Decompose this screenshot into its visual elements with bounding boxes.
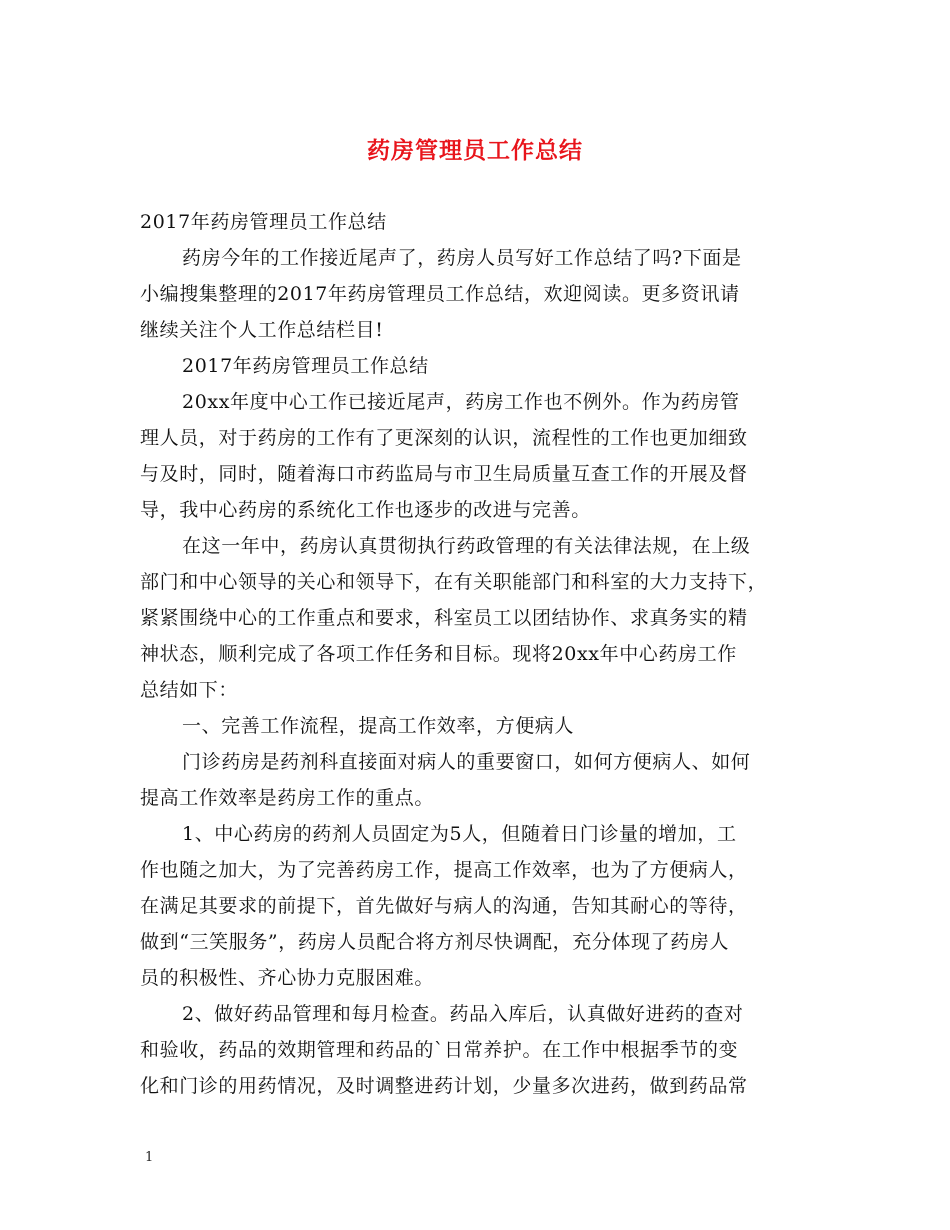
body-line: 继续关注个人工作总结栏目!: [140, 319, 384, 341]
body-line: 2017年药房管理员工作总结: [182, 355, 429, 377]
body-line: 提高工作效率是药房工作的重点。: [140, 787, 435, 809]
body-line: 2017年药房管理员工作总结: [140, 211, 387, 233]
body-line: 药房今年的工作接近尾声了，药房人员写好工作总结了吗?下面是: [182, 247, 742, 269]
body-line: 2、做好药品管理和每月检查。药品入库后，认真做好进药的查对: [182, 1003, 744, 1025]
body-line: 小编搜集整理的2017年药房管理员工作总结，欢迎阅读。更多资讯请: [140, 283, 740, 305]
body-line: 在满足其要求的前提下，首先做好与病人的沟通，告知其耐心的等待，: [140, 895, 748, 917]
body-line: 部门和中心领导的关心和领导下，在有关职能部门和科室的大力支持下，: [140, 571, 768, 593]
body-line: 1、中心药房的药剂人员固定为5人，但随着日门诊量的增加，工: [182, 823, 737, 845]
body-line: 紧紧围绕中心的工作重点和要求，科室员工以团结协作、求真务实的精: [140, 607, 748, 629]
body-line: 做到“三笑服务”，药房人员配合将方剂尽快调配，充分体现了药房人: [140, 931, 730, 953]
body-line: 作也随之加大，为了完善药房工作，提高工作效率，也为了方便病人，: [140, 859, 748, 881]
body-line: 与及时，同时，随着海口市药监局与市卫生局质量互查工作的开展及督: [140, 463, 748, 485]
body-line: 一、完善工作流程，提高工作效率，方便病人: [182, 715, 575, 737]
body-line: 和验收，药品的效期管理和药品的`日常养护。在工作中根据季节的变: [140, 1039, 739, 1061]
document-title: 药房管理员工作总结: [367, 137, 583, 164]
body-line: 导，我中心药房的系统化工作也逐步的改进与完善。: [140, 499, 591, 521]
body-line: 神状态，顺利完成了各项工作任务和目标。现将20xx年中心药房工作: [140, 643, 737, 665]
body-line: 理人员，对于药房的工作有了更深刻的认识，流程性的工作也更加细致: [140, 427, 748, 449]
body-line: 总结如下：: [140, 679, 239, 701]
body-line: 员的积极性、齐心协力克服困难。: [140, 967, 435, 989]
body-line: 门诊药房是药剂科直接面对病人的重要窗口，如何方便病人、如何: [182, 751, 751, 773]
body-line: 化和门诊的用药情况，及时调整进药计划，少量多次进药，做到药品常: [140, 1075, 748, 1097]
page-number: 1: [145, 1150, 154, 1165]
body-line: 20xx年度中心工作已接近尾声，药房工作也不例外。作为药房管: [182, 391, 740, 413]
body-line: 在这一年中，药房认真贯彻执行药政管理的有关法律法规，在上级: [182, 535, 751, 557]
document-body: [140, 204, 830, 1104]
